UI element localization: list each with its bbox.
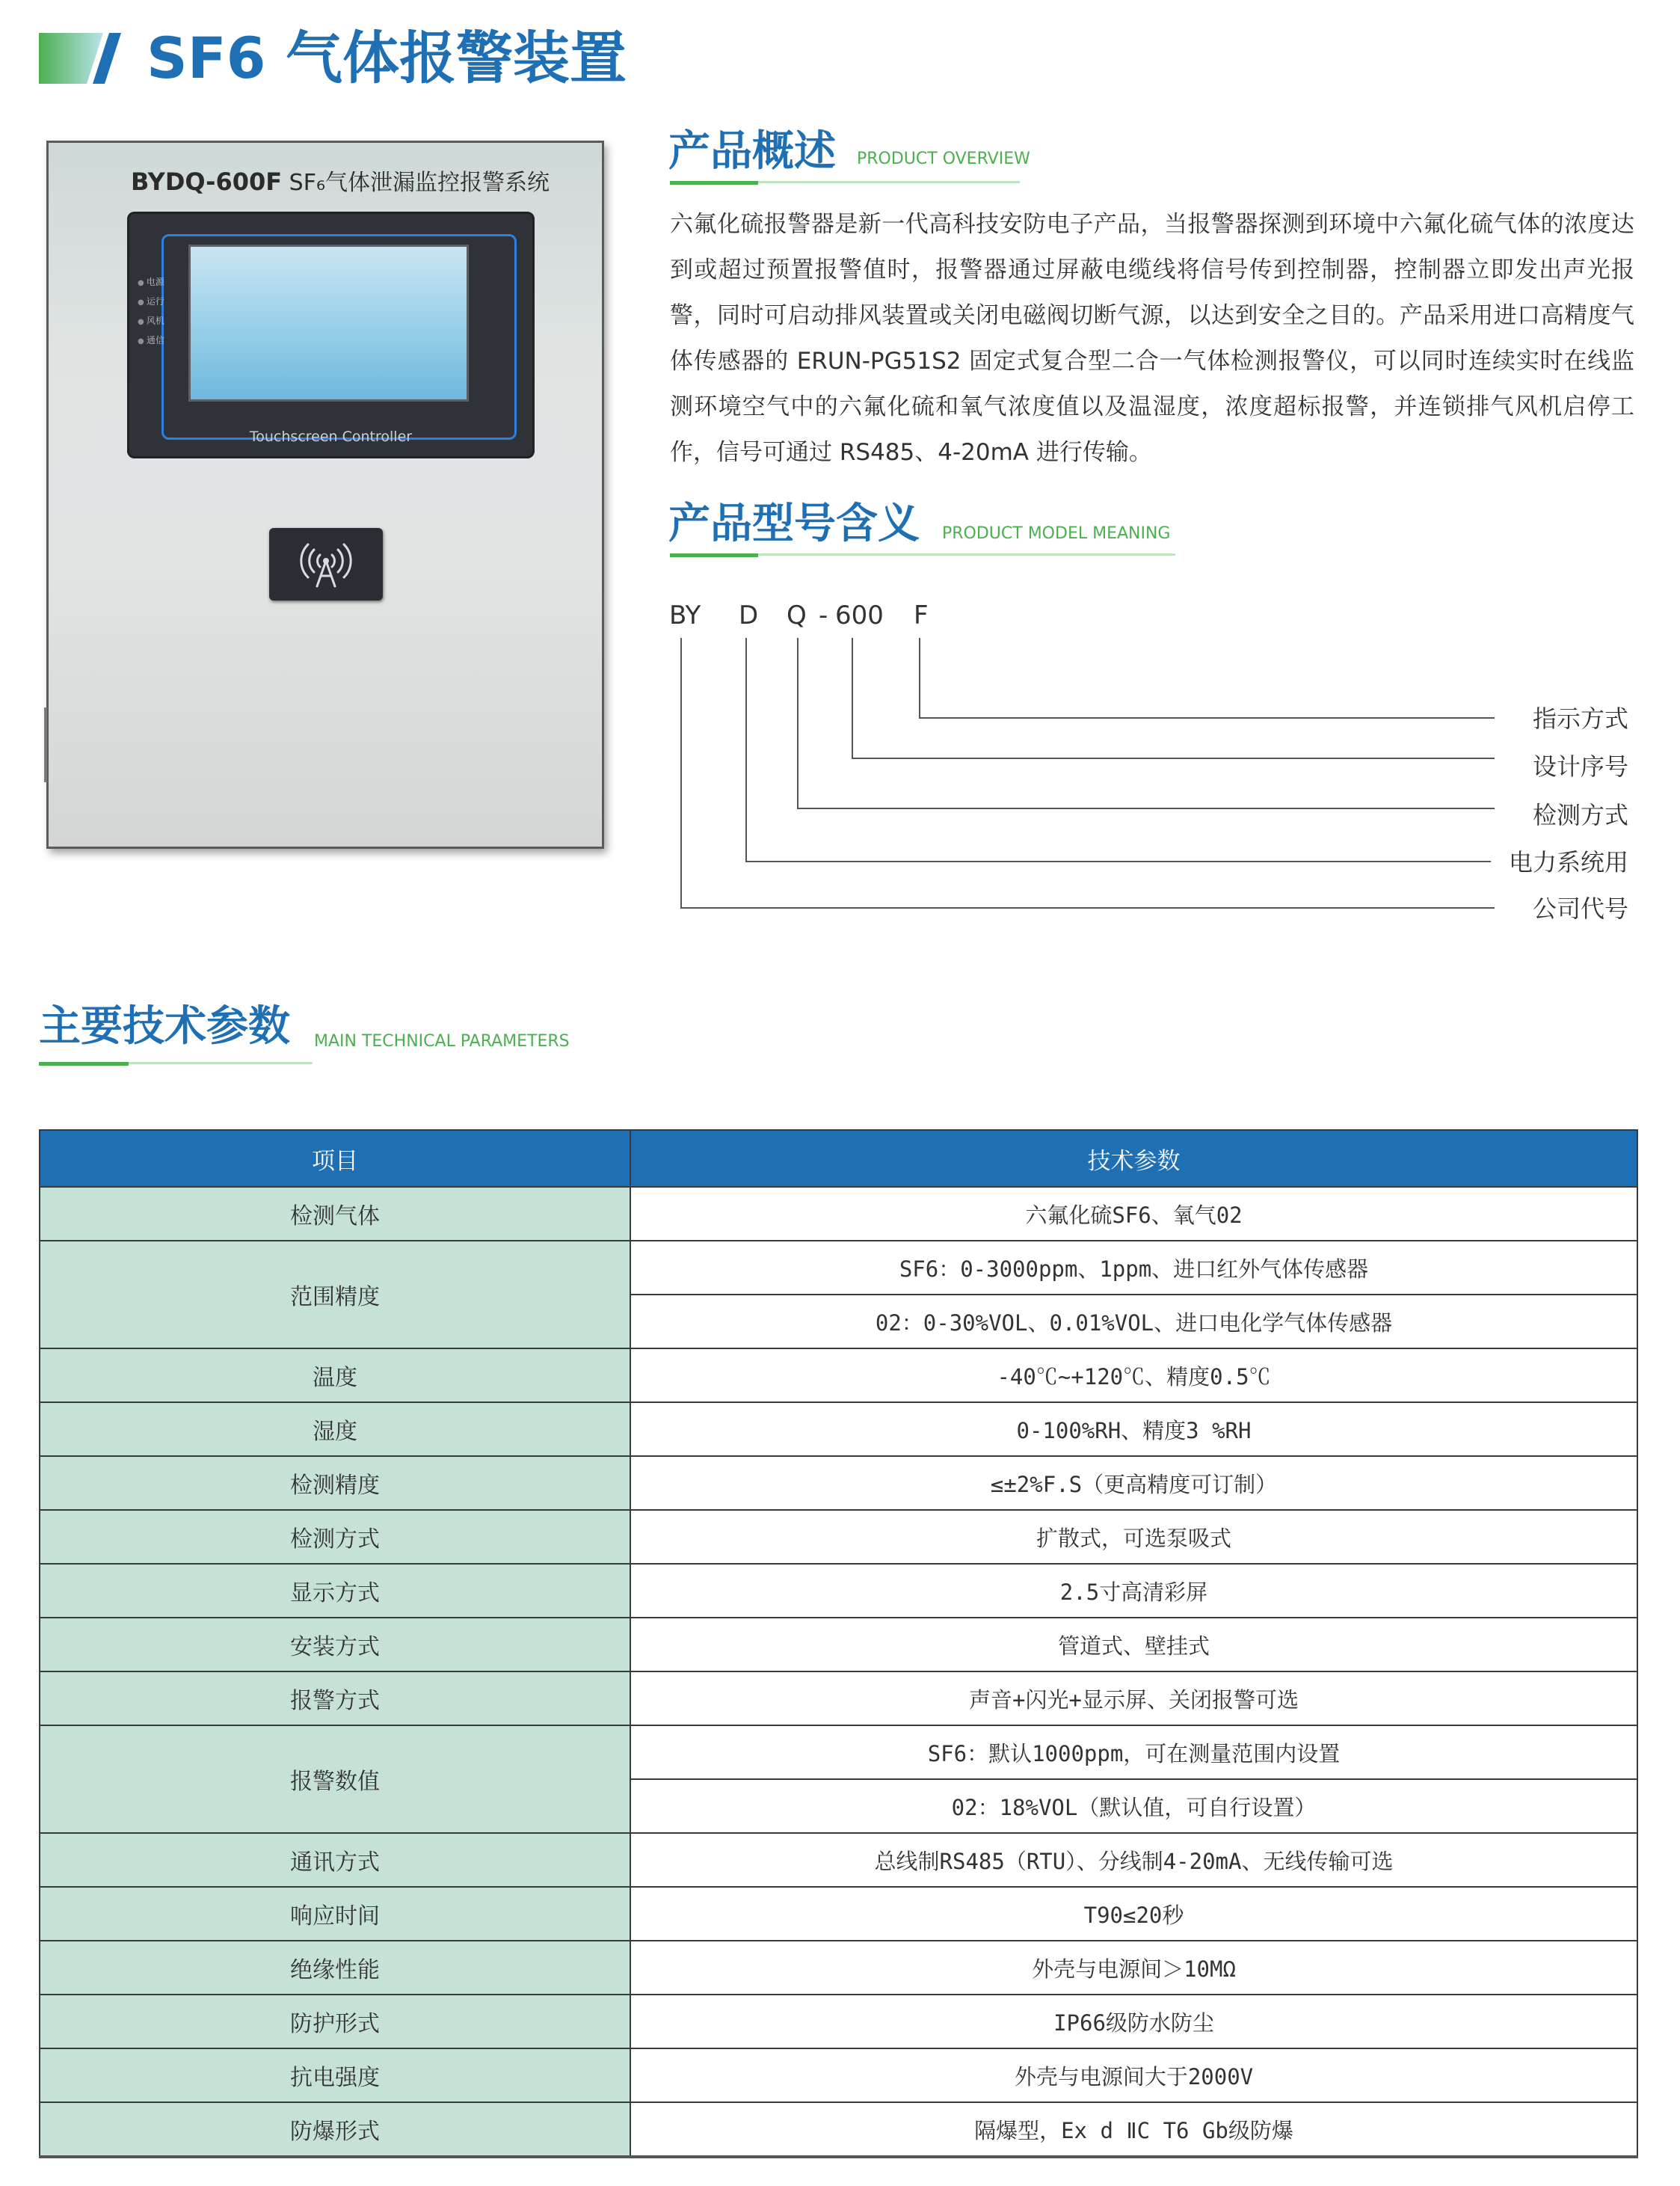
overview-title: 产品概述: [668, 127, 836, 176]
status-leds: [138, 273, 164, 351]
rfid-reader: [269, 528, 383, 601]
table-header-row: [40, 1130, 1637, 1187]
connector-serial-h: [852, 758, 1495, 759]
label-serial: 设计序号: [1533, 752, 1629, 781]
table-row: [40, 1241, 1637, 1295]
param-value: 总线制RS485（RTU）、分线制4-20mA、无线传输可选: [630, 1833, 1637, 1887]
param-value: SF6：默认1000ppm，可在测量范围内设置: [630, 1725, 1637, 1779]
param-key: 安装方式: [40, 1618, 630, 1671]
connector-indicator-h: [919, 717, 1495, 719]
device-header: [131, 164, 550, 197]
page-title: SF6 气体报警装置: [147, 25, 627, 91]
model-meaning-underline: [670, 553, 1175, 556]
param-key: 报警数值: [40, 1725, 630, 1833]
param-key: 检测方式: [40, 1510, 630, 1564]
table-row: [40, 1187, 1637, 1241]
params-table: [39, 1129, 1638, 2158]
table-row: [40, 1348, 1637, 1402]
table-row: [40, 1671, 1637, 1725]
led-run: ● 运行: [138, 292, 164, 312]
code-part-power: D: [739, 601, 759, 630]
table-row: [40, 1995, 1637, 2048]
param-value: -40℃~+120℃、精度0.5℃: [630, 1348, 1637, 1402]
param-value: 02：18%VOL（默认值，可自行设置）: [630, 1779, 1637, 1833]
param-key: 防爆形式: [40, 2102, 630, 2157]
label-indicator: 指示方式: [1533, 704, 1629, 733]
label-power: 电力系统用: [1509, 848, 1629, 876]
param-key: 温度: [40, 1348, 630, 1402]
code-part-indicator: F: [914, 601, 929, 630]
table-row: [40, 2048, 1637, 2102]
header-value: 技术参数: [630, 1130, 1637, 1187]
param-value: 管道式、壁挂式: [630, 1618, 1637, 1671]
param-value: ≤±2%F.S（更高精度可订制）: [630, 1456, 1637, 1510]
param-value: 声音+闪光+显示屏、关闭报警可选: [630, 1671, 1637, 1725]
wireless-signal-icon: [296, 538, 356, 591]
param-value: 隔爆型，Ex d ⅡC T6 Gb级防爆: [630, 2102, 1637, 2157]
param-key: 通讯方式: [40, 1833, 630, 1887]
param-key: 抗电强度: [40, 2048, 630, 2102]
param-value: 02：0-30%VOL、0.01%VOL、进口电化学气体传感器: [630, 1295, 1637, 1348]
table-row: [40, 1564, 1637, 1618]
params-underline: [39, 1062, 313, 1064]
label-company: 公司代号: [1533, 894, 1629, 923]
table-row: [40, 1618, 1637, 1671]
device-image: [46, 141, 604, 849]
param-value: T90≤20秒: [630, 1887, 1637, 1941]
param-value: 外壳与电源间＞10MΩ: [630, 1941, 1637, 1995]
model-meaning-title: 产品型号含义: [668, 500, 920, 548]
touchscreen-controller: [127, 212, 535, 458]
param-value: 外壳与电源间大于2000V: [630, 2048, 1637, 2102]
param-key: 绝缘性能: [40, 1941, 630, 1995]
connector-detect-h: [797, 808, 1495, 809]
code-part-serial: 600: [835, 601, 884, 630]
params-title: 主要技术参数: [39, 1002, 290, 1051]
led-comm: ● 通信: [138, 331, 164, 351]
table-row: [40, 1510, 1637, 1564]
table-row: [40, 1725, 1637, 1779]
led-power: ● 电源: [138, 273, 164, 292]
param-key: 显示方式: [40, 1564, 630, 1618]
param-key: 防护形式: [40, 1995, 630, 2048]
param-value: 六氟化硫SF6、氧气02: [630, 1187, 1637, 1241]
header-item: 项目: [40, 1130, 630, 1187]
param-key: 湿度: [40, 1402, 630, 1456]
overview-underline: [670, 181, 1020, 183]
device-model: BYDQ-600F: [131, 168, 283, 196]
table-row: [40, 1887, 1637, 1941]
label-detect: 检测方式: [1533, 801, 1629, 829]
param-value: 2.5寸高清彩屏: [630, 1564, 1637, 1618]
code-part-company: BY: [669, 601, 701, 630]
table-row: [40, 1941, 1637, 1995]
code-part-detect: Q: [787, 601, 807, 630]
table-row: [40, 1402, 1637, 1456]
overview-title-en: PRODUCT OVERVIEW: [857, 150, 1030, 168]
table-row: [40, 2102, 1637, 2157]
controller-screen: [188, 245, 469, 402]
connector-serial-v: [852, 638, 853, 759]
code-part-dash: -: [819, 601, 828, 630]
param-key: 报警方式: [40, 1671, 630, 1725]
connector-company-h: [680, 907, 1495, 909]
param-key: 检测气体: [40, 1187, 630, 1241]
param-value: 0-100%RH、精度3 %RH: [630, 1402, 1637, 1456]
param-value: IP66级防水防尘: [630, 1995, 1637, 2048]
param-value: SF6：0-3000ppm、1ppm、进口红外气体传感器: [630, 1241, 1637, 1295]
device-system-name: SF₆气体泄漏监控报警系统: [289, 170, 550, 196]
connector-company-v: [680, 638, 682, 909]
table-row: [40, 1456, 1637, 1510]
title-decoration-icon: [39, 33, 121, 84]
table-row: [40, 1833, 1637, 1887]
overview-text: 六氟化硫报警器是新一代高科技安防电子产品，当报警器探测到环境中六氟化硫气体的浓度达到或超过预置报警值时，报警器通过屏蔽电缆线将信号传到控制器，控制器立即发出声光报警，同时可启动排风装置或关闭电磁阀切断气源，以达到安全之目的。产品采用进口高精度气体传感器的 ERUN-PG51S2 固定式复合型二合一气体检测报警仪，可以同时连续实时在线监测环境空气中的六氟化硫和氧气浓度值以及温湿度，浓度超标报警，并连锁排气风机启停工作，信号可通过 RS485、4-20mA 进行传输。: [670, 211, 1634, 466]
connector-power-h: [745, 861, 1491, 862]
connector-indicator-v: [919, 638, 920, 719]
led-fan: ● 风机: [138, 312, 164, 331]
model-meaning-title-en: PRODUCT MODEL MEANING: [942, 524, 1171, 543]
device-edge: [44, 707, 47, 782]
controller-caption: Touchscreen Controller: [249, 429, 413, 445]
param-value: 扩散式，可选泵吸式: [630, 1510, 1637, 1564]
param-key: 检测精度: [40, 1456, 630, 1510]
connector-power-v: [745, 638, 747, 862]
connector-detect-v: [797, 638, 799, 809]
param-key: 范围精度: [40, 1241, 630, 1348]
params-title-en: MAIN TECHNICAL PARAMETERS: [314, 1032, 570, 1051]
param-key: 响应时间: [40, 1887, 630, 1941]
